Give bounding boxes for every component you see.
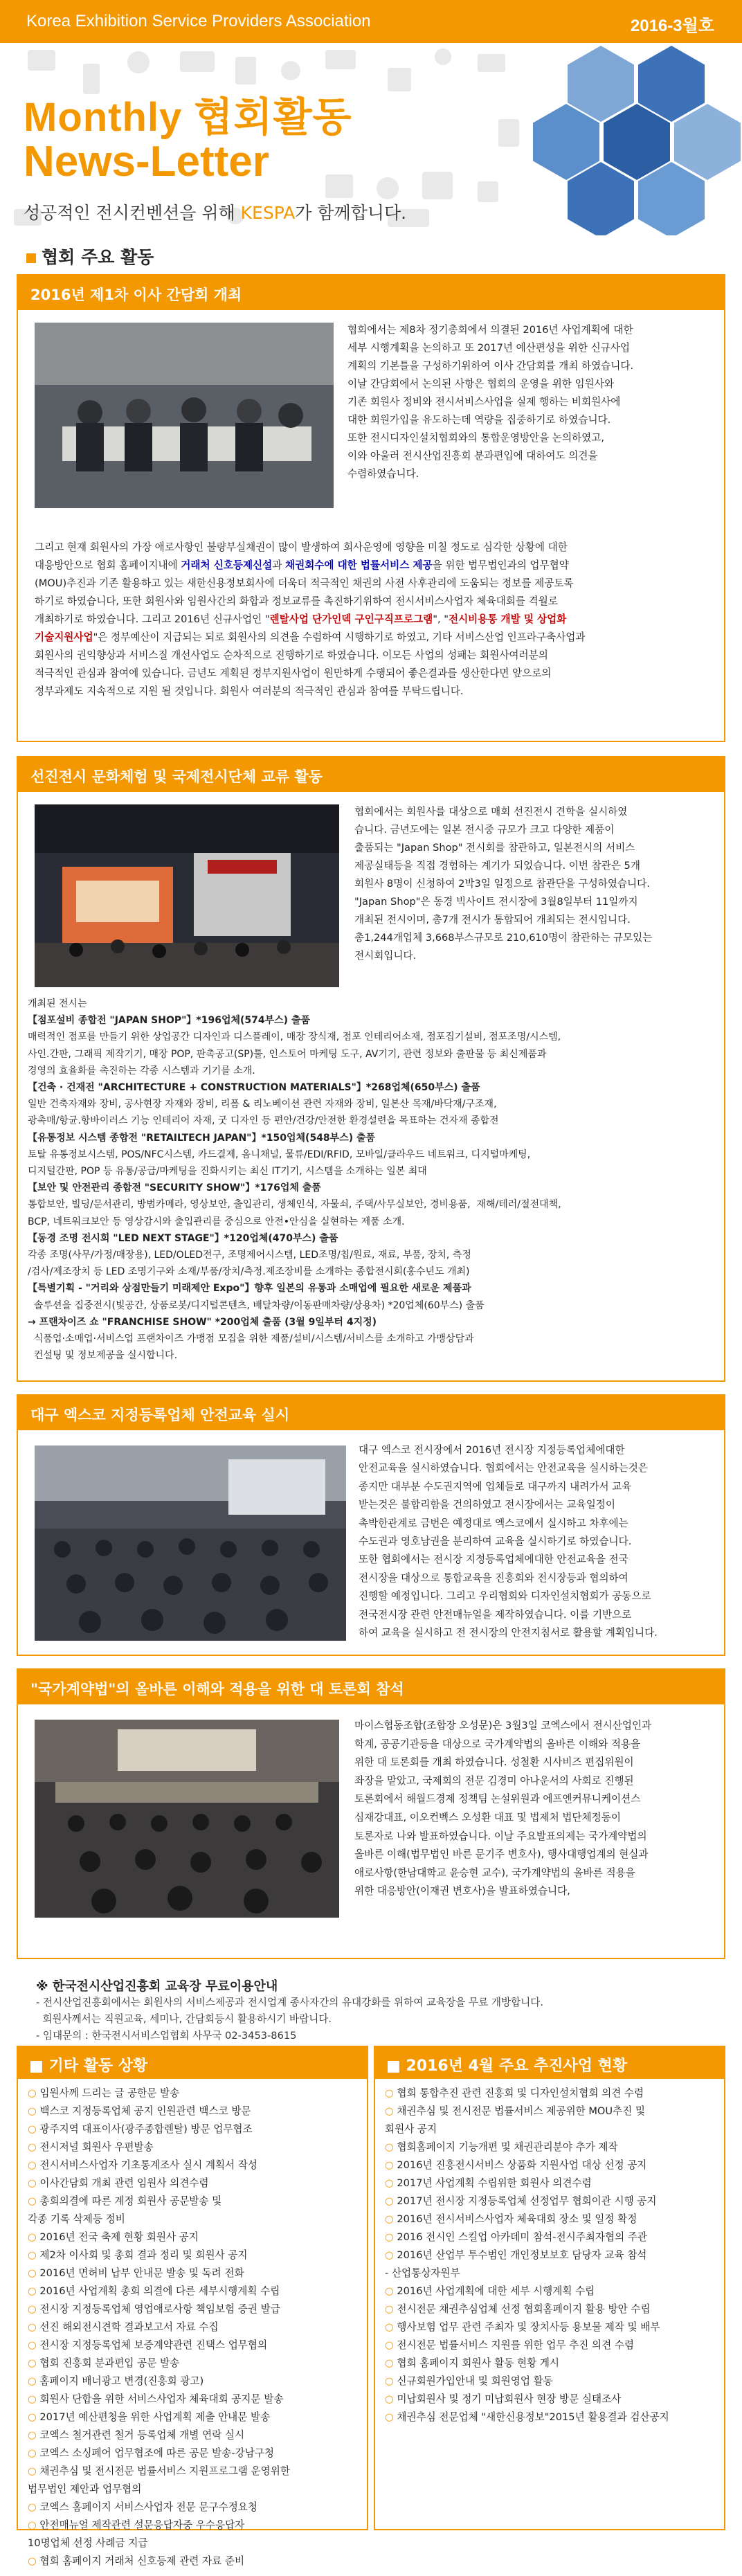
association-name: Korea Exhibition Service Providers Association: [26, 12, 371, 30]
list-item: ○ 2016년 전시서비스사업자 체육대회 장소 및 일정 확정: [385, 2210, 714, 2228]
exhibition-line: 【동경 조명 전시회 "LED NEXT STAGE"】*120업체(470부스) 출품: [28, 1232, 338, 1244]
list-item: ○ 채권추심 및 전시전문 법률서비스 지원프로그램 운영위한: [28, 2462, 357, 2480]
list-item: ○ 2017년 예산편청을 위한 사업계획 제출 안내문 발송: [28, 2408, 357, 2426]
exhibition-photo: [35, 804, 339, 987]
section-title: 협회 주요 활동: [26, 244, 154, 269]
list-item: ○ 코엑스 철거관련 철거 등록업체 개별 연락 실시: [28, 2426, 357, 2444]
list-item: ○ 2016년 산업부 투수범인 개인정보보호 담당자 교육 참석: [385, 2246, 714, 2264]
article-board-meeting: [17, 274, 725, 742]
exhibition-line: 개최된 전시는: [28, 998, 87, 1009]
list-item: ○ 회원사 단합을 위한 서비스사업자 체육대회 공지문 발송: [28, 2390, 357, 2408]
article-title: 2016년 제1차 이사 간담회 개최: [18, 276, 724, 310]
exhibition-line: 【특별기획 - "거리와 상점만들기 미래제안 Expo"】향후 일본의 유통과 소매업에 필요한 새로운 제품과: [28, 1283, 471, 1295]
activity-list: [18, 2079, 367, 2576]
newsletter-title-line1: Monthly 협회활동: [24, 95, 352, 140]
article-side-text: 협회에서는 제8차 정기총회에서 의결된 2016년 사업계획에 대한 세부 시행계획을 논의하고 또 2017년 예산편성을 위한 신규사업 계획의 기본틀을 구성하기위하여 이사 간담회를 개최 하였습니다. 이날 간담회에서 논의된 사항은 협회의 운영을 위한 임원사와 기존 회원사 정비와 전시서비스사업을 실제 행하는 비회원사에 대한 회원가입을 유도하는데 역량을 집중하기로 하였습니다. 또한 전시디자인설치협회와의 통합운영방안을 논의하였고, 이와 아울러 전시산업진흥회 분과편입에 대하여도 의견을 수렴하였습니다.: [347, 324, 634, 480]
training-photo: [35, 1445, 346, 1641]
exhibition-line: 식품업·소매업·서비스업 프랜차이즈 가맹점 모집을 위한 제품/설비/시스템/서비스를 소개하고 가맹상담과: [28, 1333, 474, 1345]
exhibition-line: 경영의 효율화를 촉진하는 각종 시스템과 기기를 소개.: [28, 1065, 255, 1077]
issue-label: 2016-3월호: [630, 17, 714, 35]
list-item: ○ 채권추심 전문업체 "새한신용정보"2015년 활용결과 검산공지: [385, 2408, 714, 2426]
list-item: ○ 신규회원가입안내 및 회원영업 활동: [385, 2372, 714, 2390]
list-item: ○ 2016 전시인 스킬업 아카데미 참석-전시주최자협의 주관: [385, 2228, 714, 2246]
exhibition-line: 【보안 및 안전관리 종합전 "SECURITY SHOW"】*176업체 출품: [28, 1182, 321, 1194]
list-item: ○ 안전매뉴얼 제작관련 설문응답자중 우수응답자: [28, 2516, 357, 2534]
list-item: ○ 2016년 전국 축제 현황 회원사 공지: [28, 2228, 357, 2246]
venue-notice: ※ 한국전시산업진흥회 교육장 무료이용안내 - 전시산업진흥회에서는 회원사의 서비스제공과 전시업계 종사자간의 유대강화를 위하여 교육장을 무료 개방합니다. 회원사께서는 직원교육, 세미나, 간담회등시 활용하시기 바랍니다. - 임대문의 : 한국전시서비스업협회 사무국 02-3453-8615: [36, 1976, 721, 2044]
list-item: ○ 전시전문 채권추심업체 선정 협회홈페이지 활용 방안 수립: [385, 2300, 714, 2318]
article-body-text: 그리고 현재 회원사의 가장 애로사항인 불량부실채권이 많이 발생하여 회사운영에 영향을 미칠 정도로 심각한 상황에 대한 대응방안으로 협회 홈페이지내에 거래처 신호등제신설과 채권회수에 대한 법률서비스 제공을 위한 법무법인과의 업무협약 (MOU)추진과 기존 활용하고 있는 새한신용정보회사에 더욱더 적극적인 채권의 사전 사후관리에 도움되는 정보를 제공토록 하기로 하였습니다, 또한 회원사와 임원사간의 화합과 정보교류를 촉진하기위하여 전시서비스사업자 체육대회를 격월로 개최하기로 하였습니다. 그리고 2016년 신규사업인 "렌탈사업 단가인덱 구인구직프로그램", "전시비용통 개발 및 상업화 기술지원사업"은 정부예산이 지급되는 되로 회원사의 의견을 수렴하여 시행하기로 하였고, 기타 서비스산업 인프라구축사업과 회원사의 권익향상과 서비스질 개선사업도 순차적으로 진행하기로 하였습니다. 이모든 사업의 성패는 회원사여러분의 적극적인 관심과 참여에 있습니다. 금년도 계획된 정부지원사업이 원만하게 수행되어 좋은결과를 생산한다면 앞으로의 정부과제도 지속적으로 지원 될 것입니다. 회원사 여러분의 적극적인 관심과 참여를 부탁드립니다.: [35, 541, 586, 697]
list-item: ○ 전시전문 법률서비스 지원를 위한 업무 추진 의견 수렴: [385, 2336, 714, 2354]
newsletter-subtitle: 성공적인 전시컨벤션을 위해 KESPA가 함께합니다.: [24, 203, 407, 223]
exhibition-line: 토탈 유통정보시스템, POS/NFC시스템, 카드결제, 옴니채널, 물류/EDI/RFID, 모바일/클라우드 네트워크, 디지털마케팅,: [28, 1149, 531, 1160]
list-item: ○ 2016년 면허비 납부 안내문 발송 및 독려 전화: [28, 2264, 357, 2282]
list-item: ○ 협회 홈페이지 회원사 활동 현황 게시: [385, 2354, 714, 2372]
list-item: ○ 전시장 지정등록업체 영업애로사항 책임보험 증권 발급: [28, 2300, 357, 2318]
article-side-text: 대구 엑스코 전시장에서 2016년 전시장 지정등록업체에대한 안전교육을 실시하였습니다. 협회에서는 안전교육을 실시하는것은 종지만 대부분 수도권지역에 업체들로 대구까지 내려가서 교육 받는것은 불합리함을 건의하였고 전시장에서는 교육일정이 촉박한관계로 금번은 예정대로 엑스코에서 실시하고 차후에는 수도권과 영호남권을 분리하여 교육을 실시하기로 하였습니다. 또한 협회에서는 전시장 지정등록업체에대한 안전교육을 전국 전시장을 대상으로 통합교육을 진흥회와 전시장등과 협의하여 진행할 예정입니다. 그리고 우리협회와 디자인설치협회가 공동으로 전국전시장 관련 안전매뉴얼을 제작하였습니다. 이를 기반으로 하여 교육을 실시하고 전 전시장의 안전지침서로 활용할 계획입니다.: [359, 1444, 658, 1639]
list-item: 법무법인 제안과 업무협의: [28, 2483, 142, 2495]
april-projects-panel: [374, 2046, 725, 2530]
exhibition-line: → 프랜차이즈 쇼 "FRANCHISE SHOW" *200업체 출품 (3월 9일부터 4지정): [28, 1316, 377, 1328]
list-item: ○ 이사간담회 개최 관련 임원사 의견수렴: [28, 2174, 357, 2192]
exhibition-line: 【유통정보 시스템 종합전 "RETAILTECH JAPAN"】*150업체(548부스) 출품: [28, 1132, 376, 1144]
meeting-photo: [35, 323, 334, 508]
panel-title: ■ 기타 활동 상황: [18, 2047, 367, 2079]
list-item: ○ 홈페이지 배너광고 변경(진흥회 광고): [28, 2372, 357, 2390]
article-contract-law-forum: [17, 1668, 725, 1959]
list-item: ○ 코엑스 소싱페어 업무협조에 따른 공문 발송-강남구청: [28, 2444, 357, 2462]
hero-banner: [0, 43, 742, 235]
list-item: ○ 백스코 지정등록업체 공지 인원관련 백스코 방문: [28, 2102, 357, 2120]
exhibition-line: 【건축 · 건재전 "ARCHITECTURE + CONSTRUCTION MATERIALS"】*268업체(650부스) 출품: [28, 1082, 480, 1094]
exhibition-line: 광촉매/항균.항바이러스 기능 인테리어 자재, 굿 디자인 등 편안/건강/안전한 환경설련을 목표하는 건자재 종합전: [28, 1115, 499, 1127]
list-item: ○ 협회 통합추진 관련 진흥회 및 디자인설치협회 의견 수렴: [385, 2084, 714, 2102]
list-item: ○ 2016년 사업계획에 대한 세부 시행계획 수립: [385, 2282, 714, 2300]
exhibition-line: 각종 조명(사무/가정/매장용), LED/OLED전구, 조명제어시스템, LED조명/칩/원료, 재료, 부품, 장치, 측정: [28, 1250, 471, 1261]
list-item: ○ 선진 해외전시견학 결과보고서 자료 수집: [28, 2318, 357, 2336]
newsletter-title-line2: News-Letter: [24, 138, 269, 186]
exhibition-line: 매력적인 점포를 만들기 위한 상업공간 디자인과 디스플레이, 매장 장식재, 점포 인테리어소재, 점포집기설비, 점포조명/시스템,: [28, 1032, 561, 1043]
list-item: ○ 2017년 사업계획 수립위한 회원사 의견수렴: [385, 2174, 714, 2192]
article-title: 대구 엑스코 지정등록업체 안전교육 실시: [18, 1396, 724, 1430]
exhibition-line: 【점포설비 종합전 "JAPAN SHOP"】*196업체(574부스) 출품: [28, 1015, 310, 1027]
list-item: ○ 전시서비스사업자 기초통계조사 실시 계획서 작성: [28, 2156, 357, 2174]
list-item: ○ 협회 진흥회 분과편입 공문 발송: [28, 2354, 357, 2372]
list-item: ○ 2017년 전시장 지정등록업체 선정업무 협회이관 시행 공지: [385, 2192, 714, 2210]
list-item: ○ 광주지역 대표이사(광주종합렌탈) 방문 업무협조: [28, 2120, 357, 2138]
exhibition-line: 디지털간판, POP 등 유통/공급/마케팅을 진화시키는 최신 IT기기, 시스템을 소개하는 일본 최대: [28, 1166, 427, 1178]
forum-photo: [35, 1720, 339, 1918]
article-overseas-tour: [17, 756, 725, 1382]
list-item: 10명업체 선정 사례금 지급: [28, 2537, 148, 2549]
notice-title: ※ 한국전시산업진흥회 교육장 무료이용안내: [36, 1979, 278, 1994]
article-safety-training: [17, 1394, 725, 1656]
top-bar: [0, 0, 742, 43]
list-item: ○ 협회홈페이지 기능개편 및 채권관리분야 추가 제작: [385, 2138, 714, 2156]
list-item: ○ 협회 홈페이지 거래처 신호등제 관련 자료 준비: [28, 2552, 357, 2570]
list-item: ○ 채권추심 및 전시전문 법률서비스 제공위한 MOU추진 및: [385, 2102, 714, 2120]
list-item: ○ 임원사께 드리는 글 공한문 발송: [28, 2084, 357, 2102]
list-item: ○ 제2차 이사회 및 총회 결과 정리 및 회원사 공지: [28, 2246, 357, 2264]
exhibition-line: /검사/제조장치 등 LED 조명기구와 소재/부품/장치/측정.제조장비를 소개하는 종합전시회(홍수년도 개최): [28, 1266, 470, 1278]
exhibition-line: BCP, 네트워크보안 등 영상감시와 출입관리를 중심으로 안전•안심을 실현하는 제품 소개.: [28, 1216, 405, 1227]
list-item: ○ 미납회원사 및 정기 미납회원사 현장 방문 실태조사: [385, 2390, 714, 2408]
panel-title: ■ 2016년 4월 주요 추진사업 현황: [375, 2047, 724, 2079]
list-item: ○ 전시저널 회원사 우편발송: [28, 2138, 357, 2156]
article-side-text: 협회에서는 회원사를 대상으로 매회 선진전시 견학을 실시하였 습니다. 금년도에는 일본 전시중 규모가 크고 다양한 제품이 출품되는 "Japan Shop" 전시회를 참관하고, 일본전시의 서비스 제공실태등을 직접 경험하는 계기가 되었습니다. 이번 참관은 5개 회원사 8명이 신청하여 2박3일 일정으로 참관단을 구성하였습니다. "Japan Shop"은 동경 빅사이트 전시장에 3월8일부터 11일까지 개최된 전시이며, 총7개 전시가 통합되어 개최되는 전시입니다. 총1,244개업체 3,668부스규모로 210,610명이 참관하는 규모있는 전시회입니다.: [354, 806, 653, 962]
list-item: ○ 2016년 사업계획 총회 의결에 다른 세부시행계획 수립: [28, 2282, 357, 2300]
article-title: "국가계약법"의 올바른 이해와 적용을 위한 대 토론회 참석: [18, 1670, 724, 1704]
article-side-text: 마이스협동조합(조합장 오성문)은 3월3일 코엑스에서 전시산업인과 학계, 공공기관등을 대상으로 국가계약법의 올바른 이해와 적용을 위한 대 토론회를 개최 하였습니다. 성철환 시사비즈 편집위원이 좌장을 맡았고, 국제회의 전문 김경미 아나운서의 사회로 진행된 토론회에서 해월드경제 정책팀 논설위원과 에프엔커뮤니케이션스 심재강대표, 이오컨벡스 오성환 대표 및 법제처 법단체정동이 토론자로 나와 발표하였습니다. 이날 주요발표의제는 국가계약법의 올바른 이해(법무법인 바른 문기주 변호사), 행사대행업계의 현실과 애로사항(한남대학교 윤승현 교수), 국가계약법의 올바른 적용을 위한 대응방안(이재권 변호사)을 발표하였습니다,: [354, 1720, 652, 1898]
list-item: 각종 기록 삭제등 정비: [28, 2213, 125, 2225]
exhibition-line: 사인.간판, 그래픽 제작기기, 매장 POP, 판촉공고(SP)툴, 인스토어 마케팅 도구, AV기기, 관련 정보와 출판물 등 최신제품과: [28, 1048, 547, 1060]
list-item: ○ 코엑스 홈페이지 서비스사업자 전문 문구수정요청: [28, 2498, 357, 2516]
exhibition-line: 컨설팅 및 정보제공을 실시합니다.: [28, 1350, 178, 1362]
article-title: 선진전시 문화체험 및 국제전시단체 교류 활동: [18, 757, 724, 792]
exhibition-line: 솔루션을 집중전시(빛공간, 상품로봇/디지털콘텐츠, 배달차량/이동판매차량/상용차) *20업체(60부스) 출품: [28, 1299, 485, 1311]
exhibition-line: 통합보안, 빌딩/문서관리, 방범카메라, 영상보안, 출입관리, 생체인식, 자물쇠, 주택/사무실보안, 경비용품, 재해/테러/절전대책,: [28, 1199, 561, 1211]
list-item: - 산업통상자원부: [385, 2267, 460, 2279]
list-item: ○ 2016년 진흥전시서비스 상품화 지원사업 대상 선정 공지: [385, 2156, 714, 2174]
other-activities-panel: [17, 2046, 368, 2567]
project-list: [375, 2079, 724, 2432]
list-item: ○ 행사보험 업무 관련 주최자 및 장치사등 용보물 제작 및 배부: [385, 2318, 714, 2336]
list-item: ○ 총회의결에 따른 계정 회원사 공문발송 및: [28, 2192, 357, 2210]
list-item: ○ 전시장 지정등록업체 보증계약관련 진택스 업무협의: [28, 2336, 357, 2354]
list-item: 회원사 공지: [385, 2123, 437, 2135]
exhibition-list: [28, 996, 713, 1364]
exhibition-line: 일반 건축자재와 장비, 공사현장 자재와 장비, 리폼 & 리노베이션 관련 자재와 장비, 일본산 목재/바닥재/구조재,: [28, 1099, 497, 1110]
